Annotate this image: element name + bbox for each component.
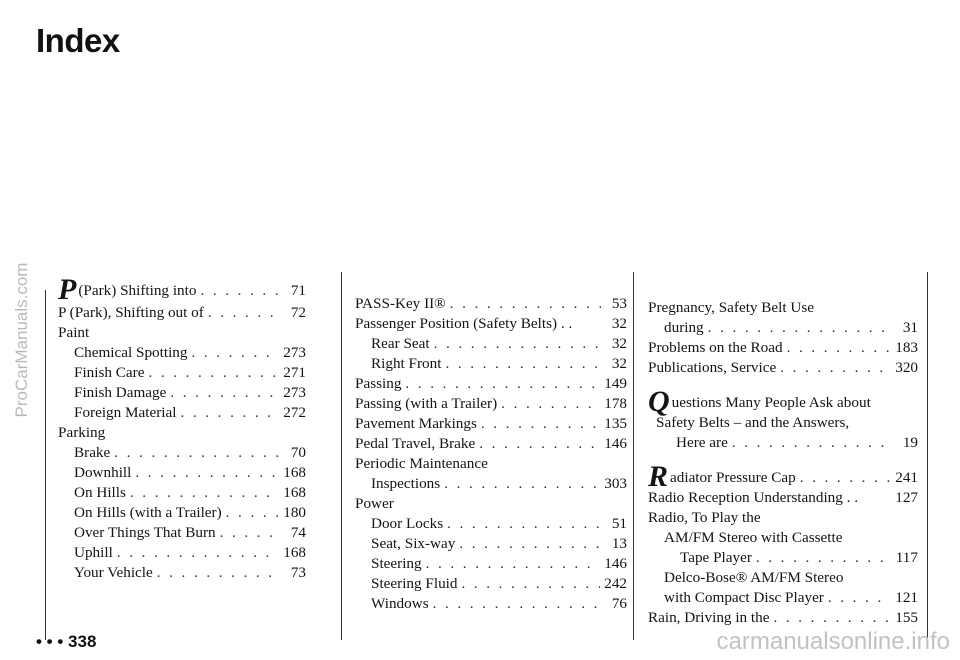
index-entry-label: Rain, Driving in the — [648, 609, 770, 626]
index-heading: Parking — [58, 424, 106, 441]
index-entry-label: Steering Fluid — [371, 575, 458, 592]
index-entry — [355, 594, 627, 614]
index-entry-label: Tape Player — [680, 549, 752, 566]
index-entry-page: 53 — [611, 295, 627, 312]
index-entry-label: Pedal Travel, Brake — [355, 435, 476, 452]
index-entry-page: 146 — [604, 435, 627, 452]
index-entry-page: 183 — [895, 339, 918, 356]
column-rule-middle — [341, 272, 342, 640]
leader-dots — [774, 608, 892, 628]
section-letter: R — [648, 460, 669, 493]
index-entry-page: 74 — [290, 524, 306, 541]
index-entry — [58, 463, 306, 483]
index-entry-page: 168 — [283, 464, 306, 481]
index-entry-page: 178 — [604, 395, 627, 412]
index-entry — [355, 294, 627, 314]
index-entry-label: Foreign Material — [74, 404, 177, 421]
index-entry-label: Finish Damage — [74, 384, 167, 401]
leader-dots — [756, 548, 892, 568]
leader-dots — [405, 374, 600, 394]
index-entry-page: 303 — [604, 475, 627, 492]
index-entry-label: during — [664, 319, 704, 336]
index-entry-label: Problems on the Road — [648, 339, 783, 356]
index-entry — [355, 334, 627, 354]
index-entry — [355, 314, 627, 334]
leader-dots — [170, 383, 279, 403]
index-entry-page: 117 — [895, 549, 918, 566]
leader-dots — [220, 523, 280, 543]
index-entry-page: 73 — [290, 564, 306, 581]
index-entry — [355, 434, 627, 454]
index-entry-page: 273 — [283, 344, 306, 361]
index-entry-label: Steering — [371, 555, 422, 572]
index-entry-page: 146 — [604, 555, 627, 572]
leader-dots — [787, 338, 892, 358]
index-entry — [355, 574, 627, 594]
index-entry — [648, 608, 918, 628]
index-entry-label: Chemical Spotting — [74, 344, 188, 361]
index-entry — [355, 394, 627, 414]
page-number-value: 338 — [68, 632, 97, 651]
index-entry — [58, 483, 306, 503]
index-entry-page: 320 — [895, 359, 918, 376]
index-column-2 — [355, 294, 627, 614]
index-heading — [648, 385, 918, 418]
index-entry-page: 241 — [895, 469, 918, 486]
index-entry-page: 242 — [604, 575, 627, 592]
index-heading: Paint — [58, 324, 90, 341]
index-entry — [58, 273, 306, 306]
index-entry-page: 149 — [604, 375, 627, 392]
leader-dots — [426, 554, 601, 574]
side-watermark-text: ProCarManuals.com — [12, 262, 31, 418]
index-entry-label: Here are — [676, 434, 728, 451]
leader-dots — [130, 483, 279, 503]
index-column-1 — [58, 273, 306, 583]
index-entry — [58, 523, 306, 543]
index-heading: Safety Belts – and the Answers, — [656, 414, 850, 431]
leader-dots — [501, 394, 600, 414]
index-entry-label: Downhill — [74, 464, 132, 481]
page-number — [36, 632, 96, 652]
column-rule-left — [45, 290, 46, 640]
index-column-3 — [648, 298, 918, 628]
leader-dots — [780, 358, 891, 378]
index-heading: Delco-Bose® AM/FM Stereo — [664, 569, 844, 586]
leader-dots — [479, 434, 600, 454]
index-entry-label: Radiator Pressure Cap — [648, 460, 796, 493]
index-entry-label: Right Front — [371, 355, 442, 372]
index-entry — [355, 474, 627, 494]
index-entry-label: with Compact Disc Player — [664, 589, 824, 606]
index-entry-page: 31 — [902, 319, 918, 336]
index-entry-page: 32 — [611, 315, 627, 332]
page-title: Index — [36, 22, 120, 59]
index-entry-label: Uphill — [74, 544, 113, 561]
index-entry-page: 127 — [895, 489, 918, 506]
index-entry-page: 121 — [895, 589, 918, 606]
leader-dots — [481, 414, 600, 434]
index-entry-label: Passenger Position (Safety Belts) . . — [355, 315, 573, 332]
side-watermark — [0, 0, 44, 660]
leader-dots — [445, 354, 601, 374]
leader-dots — [191, 343, 279, 363]
index-heading: Power — [355, 495, 394, 512]
index-entry — [648, 548, 918, 568]
section-letter: P — [58, 273, 77, 306]
leader-dots — [444, 474, 600, 494]
index-entry — [355, 534, 627, 554]
index-entry-page: 135 — [604, 415, 627, 432]
index-entry-page: 19 — [902, 434, 918, 451]
index-entry-page: 180 — [283, 504, 306, 521]
leader-dots — [117, 543, 279, 563]
index-entry-page: 271 — [283, 364, 306, 381]
index-entry-label: P (Park), Shifting out of — [58, 304, 204, 321]
index-entry — [58, 363, 306, 383]
index-entry-label: Publications, Service — [648, 359, 777, 376]
index-entry — [355, 354, 627, 374]
index-entry-page: 272 — [283, 404, 306, 421]
leader-dots — [200, 281, 280, 301]
index-entry-page: 273 — [283, 384, 306, 401]
index-entry — [648, 338, 918, 358]
index-entry — [58, 543, 306, 563]
leader-dots — [434, 334, 601, 354]
index-entry — [648, 460, 918, 493]
page-number-dots: • • • — [36, 632, 64, 651]
index-entry-label: Windows — [371, 595, 429, 612]
index-entry-page: 32 — [611, 355, 627, 372]
leader-dots — [461, 574, 600, 594]
index-entry — [355, 514, 627, 534]
index-entry-page: 51 — [611, 515, 627, 532]
leader-dots — [450, 294, 601, 314]
index-entry — [648, 488, 918, 508]
index-entry-label: Pavement Markings — [355, 415, 477, 432]
leader-dots — [828, 588, 891, 608]
index-heading: AM/FM Stereo with Cassette — [664, 529, 843, 546]
index-heading: Radio, To Play the — [648, 509, 761, 526]
index-entry-page: 168 — [283, 544, 306, 561]
section-letter: Q — [648, 385, 670, 418]
index-heading: Periodic Maintenance — [355, 455, 488, 472]
index-entry-page: 13 — [611, 535, 627, 552]
index-entry — [58, 383, 306, 403]
index-entry-page: 76 — [611, 595, 627, 612]
leader-dots — [181, 403, 280, 423]
index-entry — [355, 554, 627, 574]
index-entry-label: On Hills (with a Trailer) — [74, 504, 222, 521]
index-entry-page: 71 — [290, 282, 306, 299]
index-entry — [58, 443, 306, 463]
leader-dots — [447, 514, 601, 534]
index-entry — [355, 374, 627, 394]
leader-dots — [800, 468, 892, 488]
index-entry-label: PASS-Key II® — [355, 295, 446, 312]
index-entry — [58, 403, 306, 423]
leader-dots — [114, 443, 280, 463]
footer-watermark: carmanualsonline.info — [716, 628, 950, 655]
index-entry — [58, 563, 306, 583]
index-entry-label: Passing (with a Trailer) — [355, 395, 498, 412]
index-entry-label: Seat, Six-way — [371, 535, 456, 552]
index-entry — [648, 433, 918, 453]
leader-dots — [708, 318, 892, 338]
index-entry-page: 32 — [611, 335, 627, 352]
index-entry — [58, 303, 306, 323]
leader-dots — [732, 433, 892, 453]
leader-dots — [135, 463, 279, 483]
index-entry-label: P (Park) Shifting into — [58, 273, 197, 306]
index-entry-label: Radio Reception Understanding . . — [648, 489, 859, 506]
leader-dots — [157, 563, 280, 583]
index-entry-page: 72 — [290, 304, 306, 321]
index-entry-label: Passing — [355, 375, 402, 392]
leader-dots — [208, 303, 280, 323]
index-entry-label: Door Locks — [371, 515, 444, 532]
column-rule-far-right — [927, 272, 928, 640]
index-entry — [648, 318, 918, 338]
index-heading: Pregnancy, Safety Belt Use — [648, 299, 815, 316]
index-entry-label: On Hills — [74, 484, 126, 501]
index-entry — [648, 358, 918, 378]
index-entry-page: 70 — [290, 444, 306, 461]
leader-dots — [433, 594, 601, 614]
index-entry-page: 155 — [895, 609, 918, 626]
column-rule-right — [633, 272, 634, 640]
index-entry-label: Brake — [74, 444, 111, 461]
index-entry-label: Your Vehicle — [74, 564, 153, 581]
index-entry — [648, 588, 918, 608]
index-entry-label: Over Things That Burn — [74, 524, 216, 541]
index-entry — [58, 503, 306, 523]
leader-dots — [148, 363, 279, 383]
leader-dots — [459, 534, 601, 554]
index-entry-page: 168 — [283, 484, 306, 501]
leader-dots — [226, 503, 280, 523]
index-entry-label: uestions Many People Ask about — [671, 394, 871, 411]
index-entry — [58, 343, 306, 363]
index-entry-label: Finish Care — [74, 364, 145, 381]
index-entry-label: Rear Seat — [371, 335, 430, 352]
index-entry — [355, 414, 627, 434]
index-entry-label: Inspections — [371, 475, 441, 492]
